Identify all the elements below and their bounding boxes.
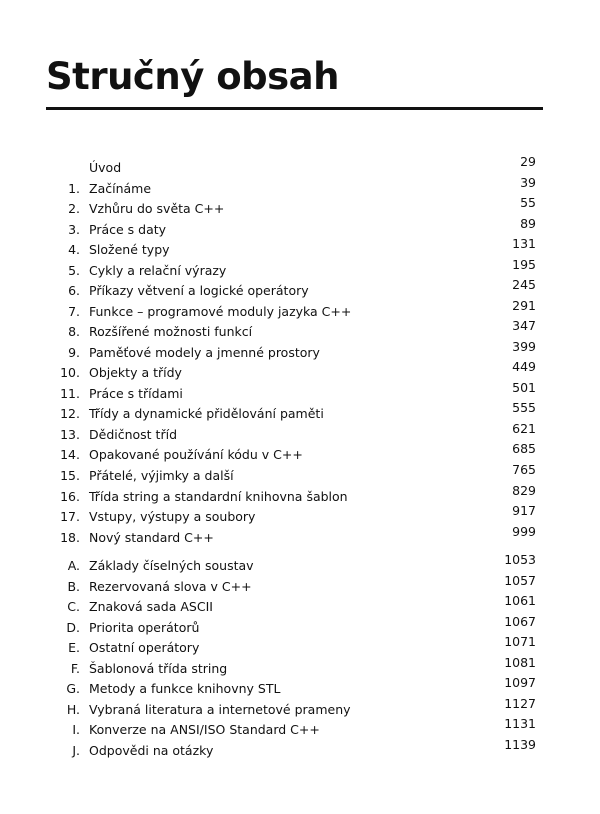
toc-entry-number: 13. <box>60 427 80 442</box>
toc-entry <box>0 154 600 178</box>
toc-entry-number: 3. <box>68 222 80 237</box>
toc-entry-page: 829 <box>512 483 536 498</box>
toc-entry-number: 15. <box>60 468 80 483</box>
toc-entry <box>0 483 600 507</box>
toc-entry <box>0 524 600 548</box>
toc-entry-title: Znaková sada ASCII <box>89 599 213 614</box>
toc-entry-page: 291 <box>512 298 536 313</box>
toc-entry-page: 555 <box>512 400 536 415</box>
toc-entry-title: Přátelé, výjimky a další <box>89 468 234 483</box>
toc-entry-number: G. <box>66 681 80 696</box>
toc-entry-number: B. <box>67 579 80 594</box>
toc-entry-page: 39 <box>520 175 536 190</box>
toc-entry <box>0 737 600 761</box>
toc-entry-title: Ostatní operátory <box>89 640 200 655</box>
toc-entry-page: 1139 <box>504 737 536 752</box>
toc-entry-number: 7. <box>68 304 80 319</box>
toc-entry-number: 1. <box>68 181 80 196</box>
toc-entry-number: 12. <box>60 406 80 421</box>
toc-entry <box>0 380 600 404</box>
toc-entry-title: Paměťové modely a jmenné prostory <box>89 345 320 360</box>
toc-entry-title: Nový standard C++ <box>89 530 214 545</box>
toc-entry <box>0 359 600 383</box>
toc-entry-page: 347 <box>512 318 536 333</box>
toc-entry <box>0 462 600 486</box>
toc-entry-number: 16. <box>60 489 80 504</box>
toc-entry-number: I. <box>72 722 80 737</box>
toc-entry-page: 1081 <box>504 655 536 670</box>
toc-entry-number: 6. <box>68 283 80 298</box>
toc-entry-number: A. <box>67 558 80 573</box>
toc-entry-page: 245 <box>512 277 536 292</box>
toc-entry-number: E. <box>68 640 80 655</box>
toc-entry-page: 621 <box>512 421 536 436</box>
toc-entry-page: 195 <box>512 257 536 272</box>
toc-entry-title: Šablonová třída string <box>89 661 228 676</box>
toc-entry <box>0 503 600 527</box>
toc-entry-title: Složené typy <box>89 242 170 257</box>
toc-entry-title: Cykly a relační výrazy <box>89 263 227 278</box>
toc-entry-page: 131 <box>512 236 536 251</box>
toc-entry <box>0 216 600 240</box>
toc-entry-title: Vzhůru do světa C++ <box>89 201 225 216</box>
toc-entry <box>0 318 600 342</box>
toc-entry-title: Funkce – programové moduly jazyka C++ <box>89 304 352 319</box>
toc-entry-page: 765 <box>512 462 536 477</box>
toc-entry-title: Objekty a třídy <box>89 365 182 380</box>
toc-entry-number: 2. <box>68 201 80 216</box>
toc-entry-title: Rezervovaná slova v C++ <box>89 579 252 594</box>
toc-entry <box>0 195 600 219</box>
toc-entry-number: 17. <box>60 509 80 524</box>
toc-entry-title: Úvod <box>89 160 122 175</box>
toc-entry-page: 55 <box>520 195 536 210</box>
toc-entry-number: F. <box>70 661 80 676</box>
toc-entry-number: 11. <box>60 386 80 401</box>
toc-entry <box>0 277 600 301</box>
toc-entry <box>0 257 600 281</box>
toc-entry <box>0 400 600 424</box>
page-title: Stručný obsah <box>46 55 339 98</box>
toc-entry-number: J. <box>72 743 80 758</box>
toc-entry-title: Vstupy, výstupy a soubory <box>89 509 256 524</box>
toc-entry-number: 10. <box>60 365 80 380</box>
toc-entry-page: 1127 <box>504 696 536 711</box>
toc-entry-page: 399 <box>512 339 536 354</box>
toc-entry-page: 999 <box>512 524 536 539</box>
toc-entry-page: 1097 <box>504 675 536 690</box>
toc-entry-page: 917 <box>512 503 536 518</box>
toc-entry-title: Základy číselných soustav <box>89 558 254 573</box>
toc-entry-title: Vybraná literatura a internetové prameny <box>89 702 351 717</box>
toc-entry <box>0 421 600 445</box>
toc-entry-title: Začínáme <box>89 181 152 196</box>
toc-entry <box>0 236 600 260</box>
toc-entry-page: 1071 <box>504 634 536 649</box>
toc-entry-number: 4. <box>68 242 80 257</box>
toc-entry-page: 449 <box>512 359 536 374</box>
toc-entry-number: 14. <box>60 447 80 462</box>
toc-entry-page: 1131 <box>504 716 536 731</box>
toc-entry-title: Priorita operátorů <box>89 620 200 635</box>
toc-entry-page: 29 <box>520 154 536 169</box>
toc-entry-number: 9. <box>68 345 80 360</box>
toc-entry-page: 1057 <box>504 573 536 588</box>
toc-entry-title: Třída string a standardní knihovna šablon <box>89 489 348 504</box>
toc-entry-page: 1067 <box>504 614 536 629</box>
toc-entry-page: 1053 <box>504 552 536 567</box>
toc-entry-title: Rozšířené možnosti funkcí <box>89 324 253 339</box>
toc-entry-page: 501 <box>512 380 536 395</box>
toc-entry-title: Třídy a dynamické přidělování paměti <box>89 406 324 421</box>
toc-entry-number: 5. <box>68 263 80 278</box>
toc-entry-page: 1061 <box>504 593 536 608</box>
toc-entry-number: C. <box>67 599 80 614</box>
toc-entry <box>0 298 600 322</box>
toc-entry-number: 18. <box>60 530 80 545</box>
toc-entry <box>0 175 600 199</box>
toc-entry-title: Práce s daty <box>89 222 167 237</box>
toc-entry-title: Příkazy větvení a logické operátory <box>89 283 309 298</box>
toc-entry-number: H. <box>66 702 80 717</box>
toc-entry-number: D. <box>66 620 80 635</box>
toc-entry-title: Konverze na ANSI/ISO Standard C++ <box>89 722 320 737</box>
toc-entry-number: 8. <box>68 324 80 339</box>
toc-entry-title: Odpovědi na otázky <box>89 743 214 758</box>
toc-entry-title: Práce s třídami <box>89 386 183 401</box>
toc-entry-page: 89 <box>520 216 536 231</box>
toc-entry-title: Dědičnost tříd <box>89 427 178 442</box>
toc-entry <box>0 441 600 465</box>
toc-entry-title: Opakované používání kódu v C++ <box>89 447 303 462</box>
toc-entry-page: 685 <box>512 441 536 456</box>
toc-entry-title: Metody a funkce knihovny STL <box>89 681 281 696</box>
toc-entry <box>0 339 600 363</box>
